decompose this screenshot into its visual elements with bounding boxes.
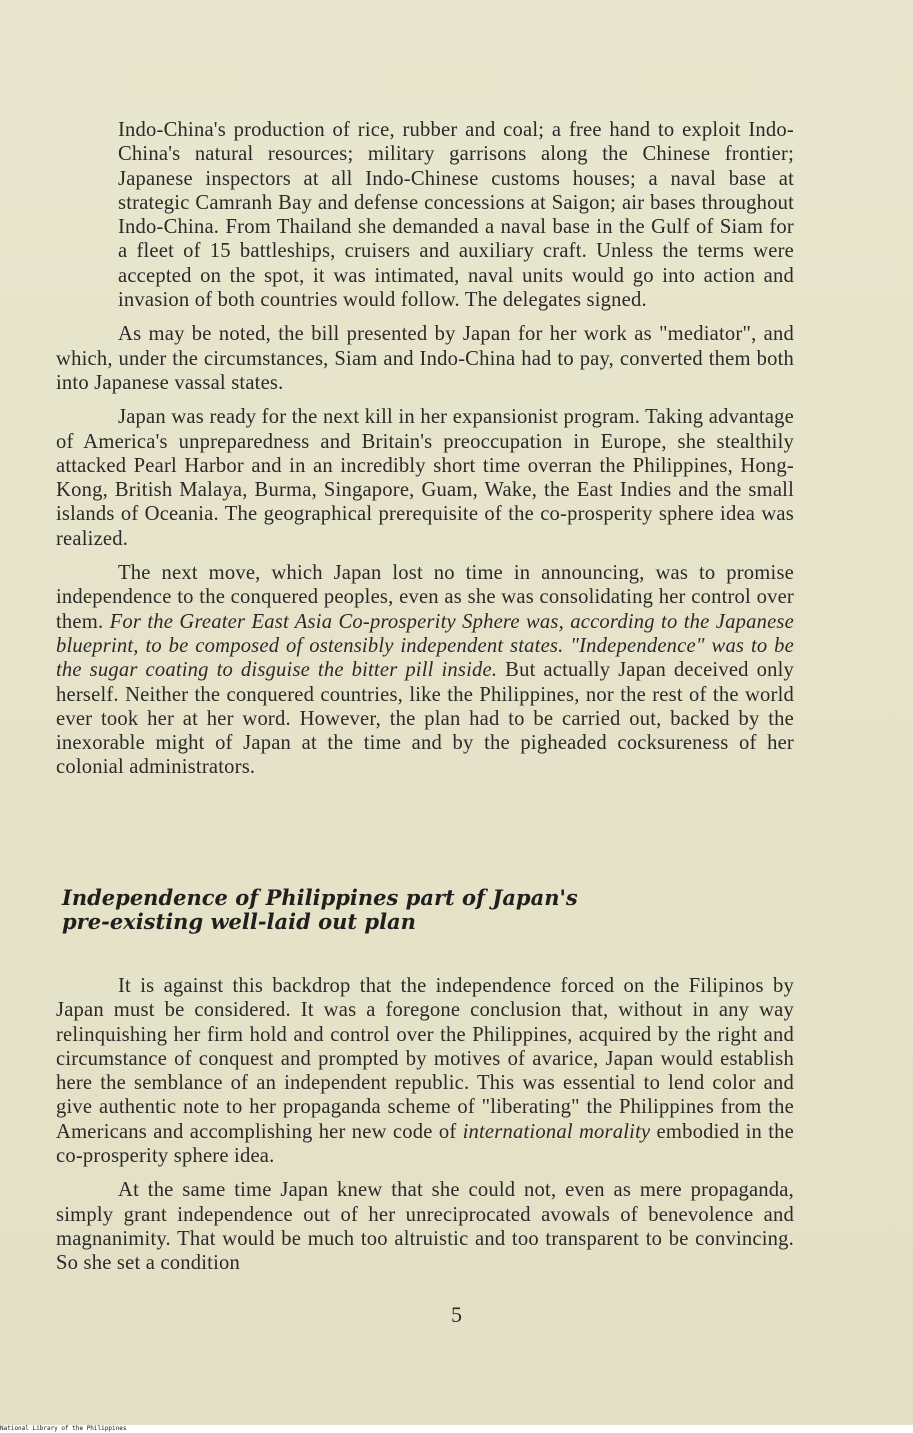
section-heading: Independence of Philippines part of Japan's pre-existing well-laid out plan [62, 885, 578, 934]
paragraph-5 [56, 974, 794, 1168]
footer-credit: National Library of the Philippines [0, 1425, 127, 1432]
paragraph-4-start: The next move, which Japan lost no time in announcing, was to promise independence to the conquered peoples, even as she was consolidating her control over them. [56, 562, 794, 633]
page-number: 5 [451, 1302, 462, 1327]
text-block-top [56, 118, 794, 790]
paragraph-4-italic: For the Greater East Asia Co-prosperity Sphere was, according to the Japanese blueprint, to be composed of ostensibly independent states. "Independence" was to be the sugar coating to disguise the bitter pill inside. [56, 610, 794, 682]
paragraph-5-start: It is against this backdrop that the independence forced on the Filipinos by Japan must be considered. It was a foregone conclusion that, without in any way relinquishing her firm hold and control over the Philippines, acquired by the right and circumstance of conquest and prompted by motives of avarice, Japan would establish here the semblance of an independent republic. This was essential to lend color and give authentic note to her propaganda scheme of "liberating" the Philippines from the Americans and accomplishing her new code of [56, 975, 794, 1143]
paragraph-2: As may be noted, the bill presented by Japan for her work as "mediator", and which, under the circumstances, Siam and Indo-China had to pay, converted them both into Japanese vassal states. [56, 323, 794, 394]
paragraph-3: Japan was ready for the next kill in her expansionist program. Taking advantage of America's unpreparedness and Britain's preoccupation in Europe, she stealthily attacked Pearl Harbor and in an incredibly short time overran the Philippines, Hong-Kong, British Malaya, Burma, Singapore, Guam, Wake, the East Indies and the small islands of Oceania. The geographical prerequisite of the co-prosperity sphere idea was realized. [56, 406, 794, 550]
paragraph-1: Indo-China's production of rice, rubber and coal; a free hand to exploit Indo-China's natural resources; military garrisons along the Chinese frontier; Japanese inspectors at all Indo-Chinese customs houses; a naval base at strategic Camranh Bay and defense concessions at Saigon; air bases throughout Indo-China. From Thailand she demanded a naval base in the Gulf of Siam for a fleet of 15 battleships, cruisers and auxiliary craft. Unless the terms were accepted on the spot, it was intimated, naval units would go into action and invasion of both countries would follow. The delegates signed. [118, 119, 794, 312]
paragraph-5-italic: international morality [462, 1120, 651, 1143]
paragraph-5-end: embodied in the co-prosperity sphere idea. [56, 1120, 794, 1168]
paragraph-4-end: But actually Japan deceived only herself. Neither the conquered countries, like the Philippines, nor the rest of the world ever took her at her word. However, the plan had to be carried out, backed by the inexorable might of Japan at the time and by the pigheaded cocksureness of her colonial administrators. [56, 659, 794, 779]
footer-bar [0, 1425, 913, 1433]
paragraph-6: At the same time Japan knew that she could not, even as mere propaganda, simply grant independence out of her unreciprocated avowals of benevolence and magnanimity. That would be much too altruistic and too transparent to be convincing. So she set a condition [56, 1179, 794, 1275]
text-block-bottom [56, 974, 794, 1286]
paragraph-4 [56, 561, 794, 780]
